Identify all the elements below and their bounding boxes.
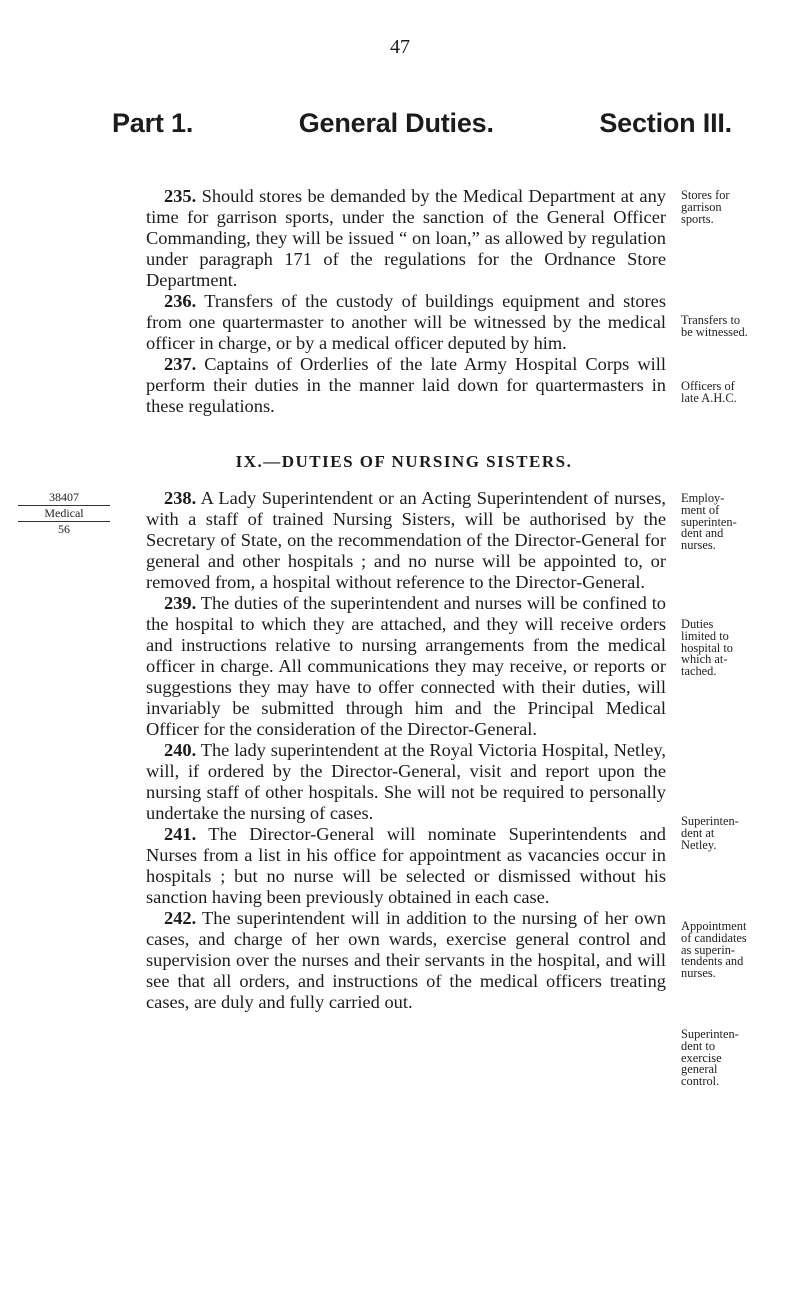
paragraph-text: A Lady Superintendent or an Acting Superintendent of nurses, with a staff of trained Nursing Sisters, will be authorised by the Secretary of State, on the recommendation of the Director-General for general and other hospitals ; and no nurse will be appointed to, or removed from, a hospital without reference to the Director-General. <box>146 488 666 592</box>
paragraph-number: 242. <box>164 908 197 928</box>
header-part: Part 1. <box>112 108 194 138</box>
library-stamp <box>18 490 110 537</box>
stamp-department: Medical <box>18 506 110 522</box>
paragraph-240 <box>146 740 666 824</box>
paragraph-241 <box>146 824 666 908</box>
paragraph-number: 239. <box>164 593 197 613</box>
header-section: Section III. <box>599 108 732 138</box>
stamp-code: 38407 <box>18 490 110 506</box>
stamp-number: 56 <box>58 522 70 536</box>
paragraph-number: 241. <box>164 824 197 844</box>
paragraph-text: Captains of Orderlies of the late Army Hospital Corps will perform their duties in the manner laid down for quartermasters in these regulations. <box>146 354 666 416</box>
paragraph-number: 237. <box>164 354 197 374</box>
paragraph-242 <box>146 908 666 1013</box>
paragraph-text: The superintendent will in addition to the nursing of her own cases, and charge of her own wards, exercise general control and supervision over the nurses and their servants in the hospital, and will see that all orders, and instructions of the medical officers treating cases, are duly and fully carried out. <box>146 908 666 1012</box>
side-note-netley: Superinten- dent at Netley. <box>681 814 739 852</box>
side-note-duties: Duties limited to hospital to which at- tached. <box>681 617 733 679</box>
paragraph-text: The Director-General will nominate Superintendents and Nurses from a list in his office for appointment as vacancies occur in hospitals ; but no nurse will be selected or dismissed without his sanction having been previously obtained in each case. <box>146 824 667 907</box>
page-number: 47 <box>390 36 410 58</box>
paragraph-number: 240. <box>164 740 197 760</box>
paragraph-text: The duties of the superintendent and nurses will be confined to the hospital to which they are attached, and they will receive orders and instructions relative to nursing arrangements from the medical officer in charge. All communications they may receive, or reports or suggestions they may have to offer connected with their duties, will invariably be submitted through him and the Principal Medical Officer for the consideration of the Director-General. <box>146 593 667 739</box>
side-note-transfers: Transfers to be witnessed. <box>681 313 748 339</box>
body-block-lower <box>146 488 666 1013</box>
header-title: General Duties. <box>298 108 494 138</box>
paragraph-text: Transfers of the custody of buildings equipment and stores from one quartermaster to another will be witnessed by the medical officer in charge, or by a medical officer deputed by him. <box>146 291 666 353</box>
section-heading: IX.—DUTIES OF NURSING SISTERS. <box>235 452 573 471</box>
paragraph-236 <box>146 291 666 354</box>
paragraph-235 <box>146 186 666 291</box>
side-note-control: Superinten- dent to exercise general control. <box>681 1027 739 1089</box>
side-note-appointment: Appointment of candidates as superin- tendents and nurses. <box>681 919 747 981</box>
body-block-upper <box>146 186 666 417</box>
side-note-officers: Officers of late A.H.C. <box>681 379 737 405</box>
page-header <box>112 108 732 148</box>
paragraph-number: 238. <box>164 488 197 508</box>
paragraph-number: 235. <box>164 186 197 206</box>
side-note-employment: Employ- ment of superinten- dent and nurses. <box>681 491 737 553</box>
paragraph-239 <box>146 593 666 740</box>
paragraph-text: Should stores be demanded by the Medical Department at any time for garrison sports, under the sanction of the General Officer Commanding, they will be issued “ on loan,” as allowed by regulation under paragraph 171 of the regulations for the Ordnance Store Department. <box>146 186 666 290</box>
side-note-stores: Stores for garrison sports. <box>681 188 730 226</box>
paragraph-237 <box>146 354 666 417</box>
paragraph-238 <box>146 488 666 593</box>
paragraph-text: The lady superintendent at the Royal Victoria Hospital, Netley, will, if ordered by the Director-General, visit and report upon the nursing staff of other hospitals. She will not be required to personally undertake the nursing of cases. <box>146 740 667 823</box>
paragraph-number: 236. <box>164 291 197 311</box>
